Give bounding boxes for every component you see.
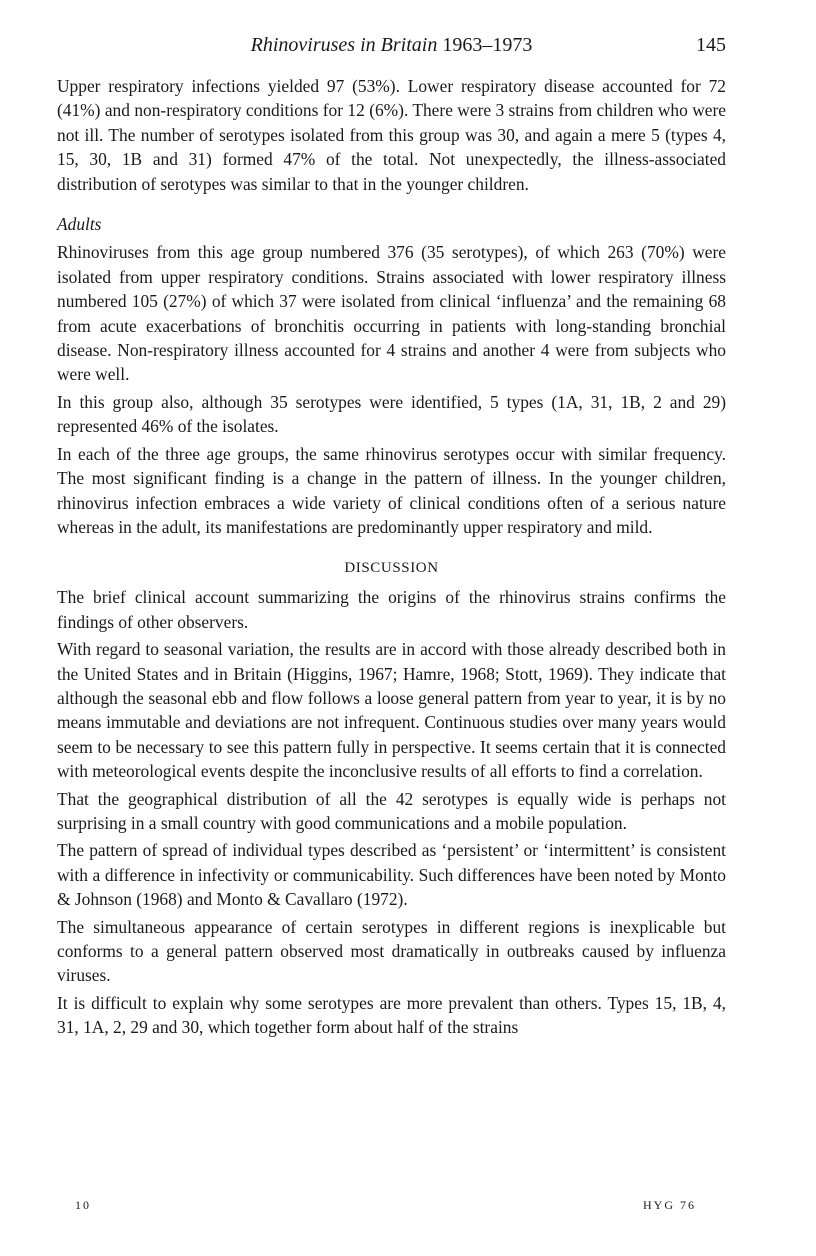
section-heading-discussion: DISCUSSION <box>344 560 439 577</box>
section-heading-adults: Adults <box>57 214 102 235</box>
running-title-years: 1963–1973 <box>442 34 533 56</box>
paragraph-upper-respiratory: Upper respiratory infections yielded 97 (53%). Lower respiratory disease accounted for 72 (41%) and non-respiratory conditions for 12 (6%). There were 3 strains from children who were not ill. The number of serotypes isolated from this group was 30, and again a mere 5 (types 4, 15, 30, 1B and 31) formed 47% of the total. Not unexpectedly, the illness-associated distribution of serotypes was similar to that in the younger children. <box>57 76 726 194</box>
page-number: 145 <box>696 34 726 56</box>
paragraph-adults-rhinoviruses: Rhinoviruses from this age group numbered 376 (35 serotypes), of which 263 (70%) were isolated from upper respiratory conditions. Strains associated with lower respiratory illness numbered 105 (27%) of which 37 were isolated from clinical ‘influenza’ and the remaining 68 from acute exacerbations of bronchitis occurring in patients with long-standing bronchial disease. Non-respiratory illness accounted for 4 strains and another 4 were from subjects who were well. <box>57 242 726 385</box>
paragraph-age-groups: In each of the three age groups, the same rhinovirus serotypes occur with similar frequency. The most significant finding is a change in the pattern of illness. In the younger children, rhinovirus infection embraces a wide variety of clinical conditions often of a serious nature whereas in the adult, its manifestations are predominantly upper respiratory and mild. <box>57 443 726 537</box>
paragraph-pattern-of-spread: The pattern of spread of individual types described as ‘persistent’ or ‘intermittent’ is consistent with a difference in infectivity or communicability. Such differences have been noted by Monto & Johnson (1968) and Monto & Cavallaro (1972). <box>57 840 726 910</box>
running-head <box>57 34 726 64</box>
footer-journal-code: HYG 76 <box>643 1198 696 1212</box>
paragraph-seasonal-variation: With regard to seasonal variation, the results are in accord with those already described both in the United States and in Britain (Higgins, 1967; Hamre, 1968; Stott, 1969). They indicate that although the seasonal ebb and flow follows a loose general pattern from year to year, it is by no means immutable and deviations are not infrequent. Continuous studies over many years would seem to be necessary to see this pattern fully in perspective. It seems certain that it is connected with meteorological events despite the inconclusive results of all efforts to find a correlation. <box>57 639 726 782</box>
paragraph-geographical-distribution: That the geographical distribution of all the 42 serotypes is equally wide is perhaps not surprising in a small country with good communications and a mobile population. <box>57 788 726 833</box>
journal-page <box>57 34 726 1040</box>
running-title <box>57 34 726 57</box>
footer-signature: 10 <box>75 1198 91 1212</box>
paragraph-simultaneous-appearance: The simultaneous appearance of certain serotypes in different regions is inexplicable but conforms to a general pattern observed most dramatically in outbreaks caused by influenza viruses. <box>57 916 726 986</box>
paragraph-clinical-account: The brief clinical account summarizing the origins of the rhinovirus strains confirms the findings of other observers. <box>57 587 726 632</box>
paragraph-adults-serotypes: In this group also, although 35 serotypes were identified, 5 types (1A, 31, 1B, 2 and 29) represented 46% of the isolates. <box>57 391 726 437</box>
paragraph-prevalence: It is difficult to explain why some serotypes are more prevalent than others. Types 15, 1B, 4, 31, 1A, 2, 29 and 30, which together form about half of the strains <box>57 992 726 1038</box>
running-title-text: Rhinoviruses in Britain <box>250 34 438 56</box>
article-body <box>57 74 726 1040</box>
